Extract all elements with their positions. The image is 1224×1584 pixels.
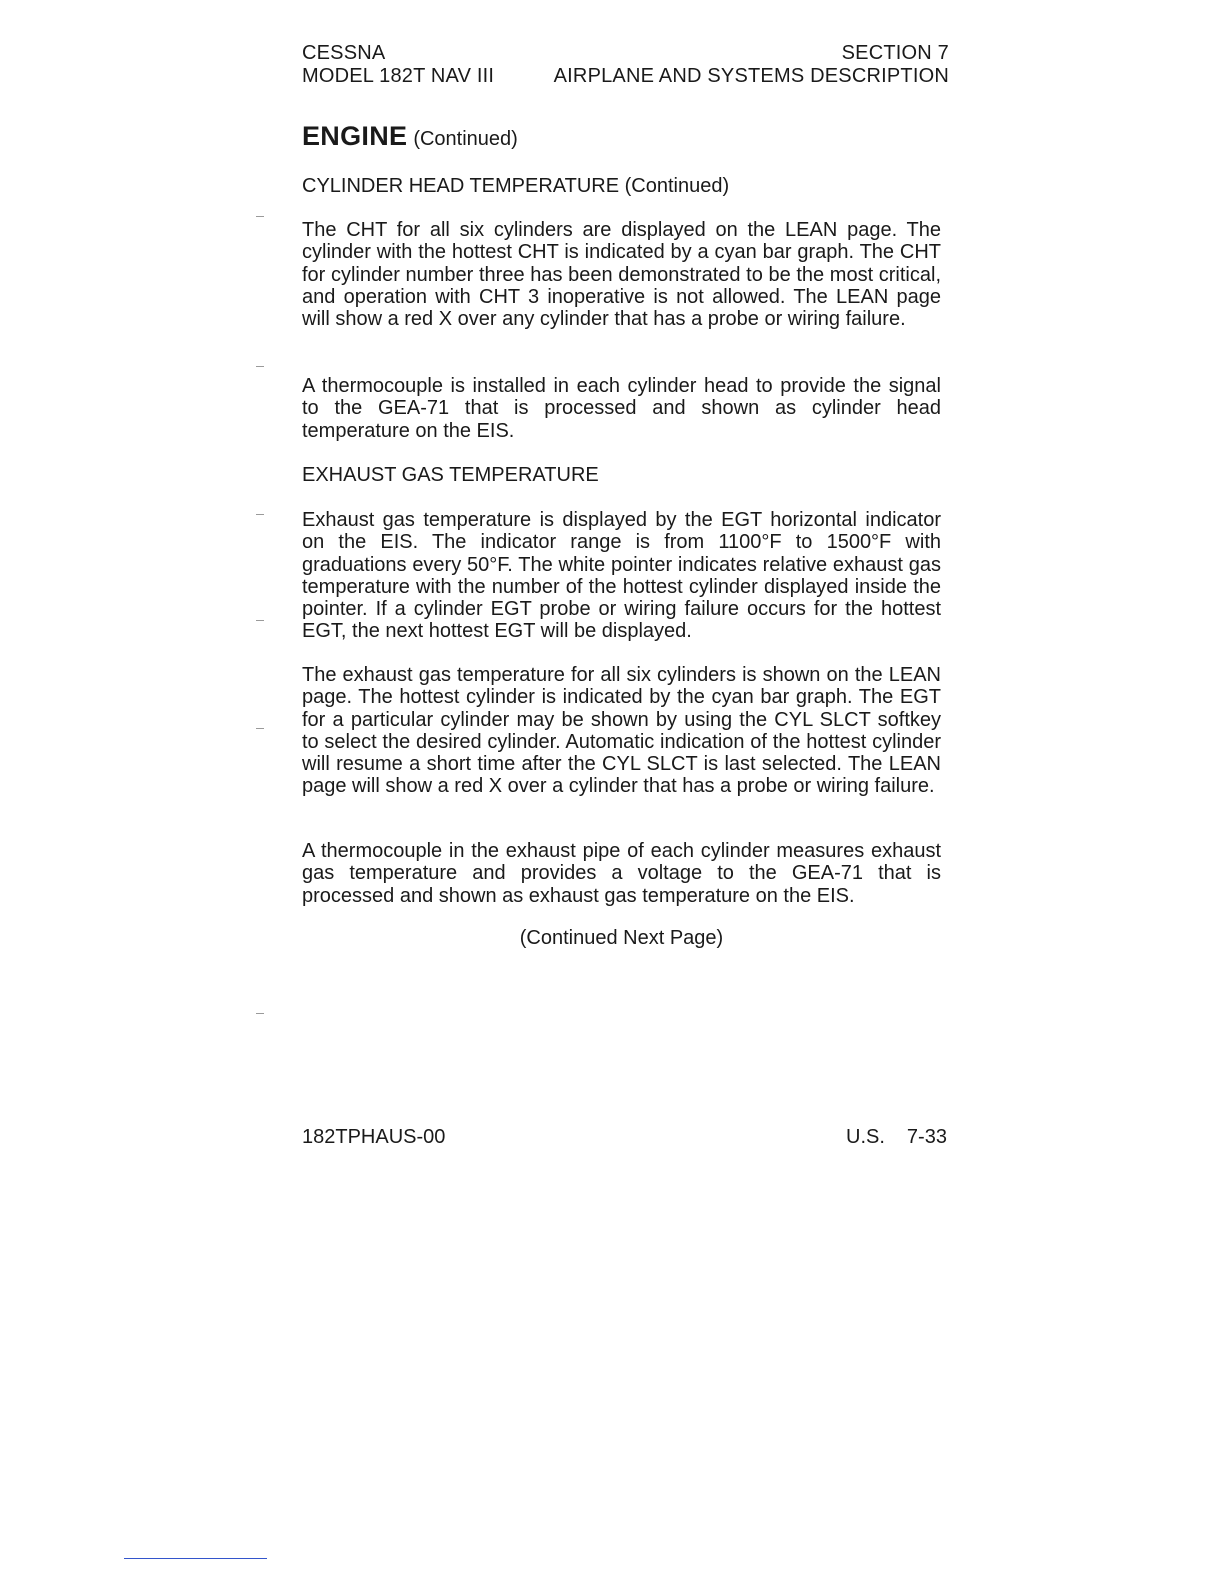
region-label: U.S. <box>846 1126 885 1148</box>
egt-paragraph-3: A thermocouple in the exhaust pipe of each cylinder measures exhaust gas temperature and provides a voltage to the GEA-71 that is processed and shown as exhaust gas temperature on the EIS. <box>302 840 941 907</box>
page-title-main: ENGINE <box>302 121 408 151</box>
egt-paragraph-1: Exhaust gas temperature is displayed by the EGT horizontal indicator on the EIS. The indicator range is from 1100°F to 1500°F with graduations every 50°F. The white pointer indicates relative exhaust gas temperature with the number of the hottest cylinder displayed inside the pointer. If a cylinder EGT probe or wiring failure occurs for the hottest EGT, the next hottest EGT will be displayed. <box>302 509 941 643</box>
running-header-right <box>540 42 949 88</box>
continued-next-page-note: (Continued Next Page) <box>519 927 724 949</box>
margin-mark <box>256 728 264 729</box>
egt-heading: EXHAUST GAS TEMPERATURE <box>302 464 599 486</box>
margin-mark <box>256 1013 264 1014</box>
cht-paragraph-1: The CHT for all six cylinders are displayed on the LEAN page. The cylinder with the hottest CHT is indicated by a cyan bar graph. The CHT for cylinder number three has been demonstrated to be the most critical, and operation with CHT 3 inoperative is not allowed. The LEAN page will show a red X over any cylinder that has a probe or wiring failure. <box>302 219 941 331</box>
margin-mark <box>256 216 264 217</box>
page-title <box>302 121 518 152</box>
page-footer-right <box>846 1126 946 1149</box>
page-title-continued: (Continued) <box>413 128 518 150</box>
model-name: MODEL 182T NAV III <box>302 65 495 87</box>
section-title: AIRPLANE AND SYSTEMS DESCRIPTION <box>553 65 949 87</box>
running-header-left <box>302 42 494 88</box>
bottom-rule <box>124 1558 267 1559</box>
egt-paragraph-2: The exhaust gas temperature for all six cylinders is shown on the LEAN page. The hottest cylinder is indicated by the cyan bar graph. The EGT for a particular cylinder may be shown by using the CYL SLCT softkey to select the desired cylinder. Automatic indication of the hottest cylinder will resume a short time after the CYL SLCT is last selected. The LEAN page will show a red X over a cylinder that has a probe or wiring failure. <box>302 664 941 798</box>
cht-paragraph-2: A thermocouple is installed in each cylinder head to provide the signal to the GEA-71 that is processed and shown as cylinder head temperature on the EIS. <box>302 375 941 442</box>
section-number: SECTION 7 <box>841 42 949 64</box>
margin-mark <box>256 514 264 515</box>
margin-mark <box>256 620 264 621</box>
margin-mark <box>256 366 264 367</box>
page-number: 7-33 <box>906 1126 947 1148</box>
cht-heading: CYLINDER HEAD TEMPERATURE (Continued) <box>302 175 730 197</box>
document-number: 182TPHAUS-00 <box>302 1126 446 1148</box>
manufacturer-name: CESSNA <box>302 42 386 64</box>
